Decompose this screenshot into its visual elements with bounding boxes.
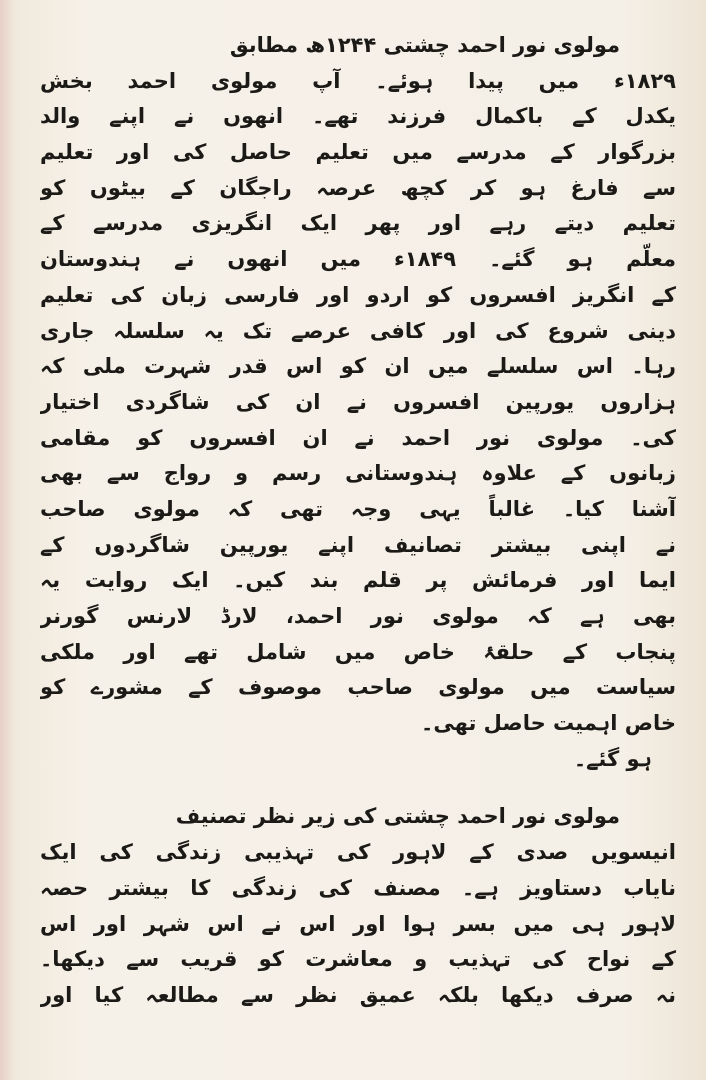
text-line: بزرگوار کے مدرسے میں تعلیم حاصل کی اور تعلیم [40, 140, 676, 165]
text-line: خاص اہمیت حاصل تھی۔ [421, 711, 676, 736]
page-edge-tint [0, 0, 14, 1080]
text-line: نایاب دستاویز ہے۔ مصنف کی زندگی کا بیشتر حصہ [40, 875, 676, 900]
text-line: ایما اور فرمائش پر قلم بند کیں۔ ایک روایت یہ [40, 568, 676, 593]
text-line: نہ صرف دیکھا بلکہ عمیق نظر سے مطالعہ کیا اور [40, 982, 676, 1007]
paragraph-gap [40, 777, 676, 799]
text-line: زبانوں کے علاوہ ہندوستانی رسم و رواج سے بھی [40, 461, 676, 486]
text-line: کی۔ مولوی نور احمد نے ان افسروں کو مقامی [40, 425, 676, 450]
text-line: تعلیم دیتے رہے اور پھر ایک انگریزی مدرسے کے [40, 211, 676, 236]
text-line: لاہور ہی میں بسر ہوا اور اس نے اس شہر اور اس [40, 911, 676, 936]
text-line: سیاست میں مولوی صاحب موصوف کے مشورے کو [40, 675, 676, 700]
text-line: نے اپنی بیشتر تصانیف اپنے یورپین شاگردوں کے [40, 532, 676, 557]
text-line: معلّم ہو گئے۔ ۱۸۴۹ء میں انھوں نے ہندوستان [40, 247, 676, 272]
text-line: رہا۔ اس سلسلے میں ان کو اس قدر شہرت ملی کہ [40, 354, 676, 379]
text-line: یکدل کے باکمال فرزند تھے۔ انھوں نے اپنے والد [40, 104, 676, 129]
text-line: مولوی نور احمد چشتی کی زیر نظر تصنیف [175, 804, 620, 829]
text-line: ۱۸۲۹ء میں پیدا ہوئے۔ آپ مولوی احمد بخش [40, 68, 676, 93]
text-line-fragment: ہو گئے۔ [573, 746, 652, 771]
text-line: بھی ہے کہ مولوی نور احمد، لارڈ لارنس گورنر [40, 604, 676, 628]
text-line: پنجاب کے حلقۂ خاص میں شامل تھے اور ملکی [40, 639, 676, 664]
text-line: ہزاروں یورپین افسروں نے ان کی شاگردی اختیار [40, 389, 676, 414]
text-line: کے انگریز افسروں کو اردو اور فارسی زبان کی تعلیم [40, 282, 676, 307]
text-line: دینی شروع کی اور کافی عرصے تک یہ سلسلہ جاری [40, 318, 676, 343]
text-line: سے فارغ ہو کر کچھ عرصہ راجگان کے بیٹوں کو [40, 175, 676, 200]
urdu-text-block [40, 28, 676, 1014]
text-line: انیسویں صدی کے لاہور کی تہذیبی زندگی کی ایک [40, 840, 676, 865]
text-line: کے نواح کی تہذیب و معاشرت کو قریب سے دیکھا۔ [40, 947, 676, 972]
text-line: مولوی نور احمد چشتی ۱۲۴۴ھ مطابق [229, 33, 620, 57]
text-line: آشنا کیا۔ غالباً یہی وجہ تھی کہ مولوی صاحب [40, 496, 676, 521]
